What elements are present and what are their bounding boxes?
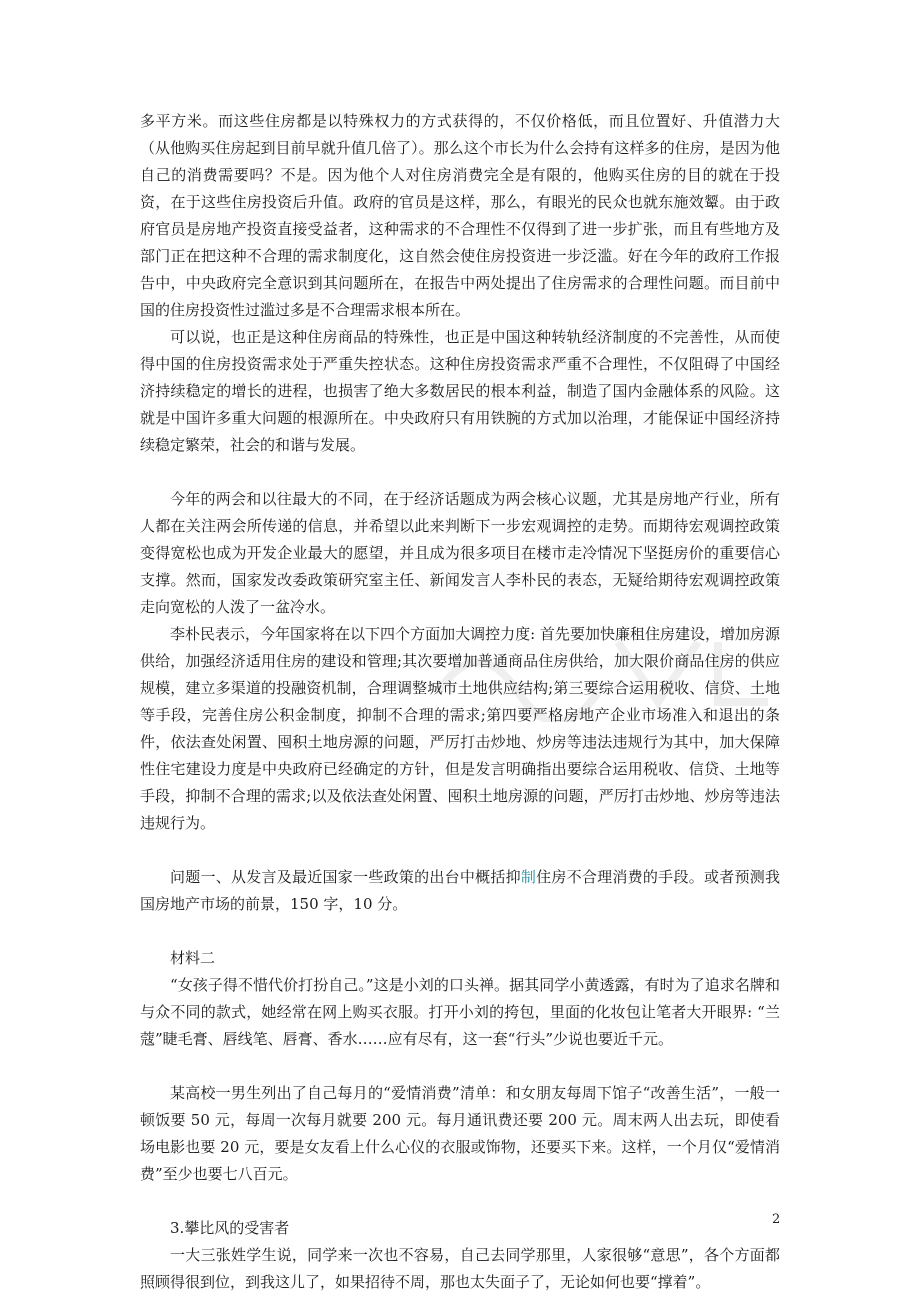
document-body (140, 108, 780, 1296)
paragraph-p3: 今年的两会和以往最大的不同，在于经济话题成为两会核心议题，尤其是房地产行业，所有人都在关注两会所传递的信息，并希望以此来判断下一步宏观调控的走势。而期待宏观调控政策变得宽松也成为开发企业最大的愿望，并且成为很多项目在楼市走冷情况下坚挺房价的重要信心支撑。然而，国家发改委政策研究室主任、新闻发言人李朴民的表态，无疑给期待宏观调控政策走向宽松的人泼了一盆冷水。 (140, 490, 780, 616)
paragraph-spacer (140, 1188, 780, 1215)
paragraph-spacer (140, 1053, 780, 1080)
paragraph-p2: 可以说，也正是这种住房商品的特殊性，也正是中国这种转轨经济制度的不完善性，从而使得中国的住房投资需求处于严重失控状态。这种住房投资需求严重不合理性，不仅阻碍了中国经济持续稳定的增长的进程，也损害了绝大多数居民的根本利益，制造了国内金融体系的风险。这就是中国许多重大问题的根源所在。中央政府只有用铁腕的方式加以治理，才能保证中国经济持续稳定繁荣，社会的和谐与发展。 (140, 328, 780, 454)
paragraph-p10: 一大三张姓学生说，同学来一次也不容易，自己去同学那里，人家很够“意思”，各个方面都照顾得很到位，到我这儿了，如果招待不周，那也太失面子了，无论如何也要“撑着”。 (140, 1246, 780, 1291)
paragraph-text-before: 问题一、从发言及最近国家一些政策的出台中概括抑 (170, 868, 521, 886)
paragraph-p5 (140, 864, 780, 918)
paragraph-spacer (140, 459, 780, 486)
paragraph-p9: 3.攀比风的受害者 (170, 1219, 290, 1237)
page-number: 2 (772, 1212, 781, 1227)
paragraph-p7: “女孩子得不惜代价打扮自己。”这是小刘的口头禅。据其同学小黄透露，有时为了追求名牌和与众不同的款式，她经常在网上购买衣服。打开小刘的挎包，里面的化妆包让笔者大开眼界: “兰蔻”睫毛膏、唇线笔、唇膏、香水……应有尽有，这一套“行头”少说也要近千元。 (140, 976, 780, 1048)
paragraph-text-after: 住房不合理消费的手段。或者预测我国房地产市场的前景，150 字，10 分。 (140, 868, 780, 913)
paragraph-p6: 材料二 (170, 949, 216, 967)
paragraph-p1: 多平方米。而这些住房都是以特殊权力的方式获得的，不仅价格低，而且位置好、升值潜力大（从他购买住房起到目前早就升值几倍了）。那么这个市长为什么会持有这样多的住房，是因为他自己的消费需要吗？不是。因为他个人对住房消费完全是有限的，他购买住房的目的就在于投资，在于这些住房投资后升值。政府的官员是这样，那么，有眼光的民众也就东施效颦。由于政府官员是房地产投资直接受益者，这种需求的不合理性不仅得到了进一步扩张，而且有些地方及部门正在把这种不合理的需求制度化，这自然会使住房投资进一步泛滥。好在今年的政府工作报告中，中央政府完全意识到其问题所在，在报告中两处提出了住房需求的合理性问题。而目前中国的住房投资性过滥过多是不合理需求根本所在。 (140, 112, 780, 319)
paragraph-spacer (140, 837, 780, 864)
paragraph-p4: 李朴民表示，今年国家将在以下四个方面加大调控力度: 首先要加快廉租住房建设，增加房源供给，加强经济适用住房的建设和管理;其次要增加普通商品住房供给，加大限价商品住房的供应规模，建立多渠道的投融资机制，合理调整城市土地供应结构;第三要综合运用税收、信贷、土地等手段，完善住房公积金制度，抑制不合理的需求;第四要严格房地产企业市场准入和退出的条件，依法查处闲置、囤积土地房源的问题，严厉打击炒地、炒房等违法违规行为其中，加大保障性住宅建设力度是中央政府已经确定的方针，但是发言明确指出要综合运用税收、信贷、土地等手段，抑制不合理的需求;以及依法查处闲置、囤积土地房源的问题，严厉打击炒地、炒房等违法违规行为。 (140, 625, 780, 832)
paragraph-p8: 某高校一男生列出了自己每月的“爱情消费”清单：和女朋友每周下馆子“改善生活”，一般一顿饭要 50 元，每周一次每月就要 200 元。每月通讯费还要 200 元。周末两人出去玩，即使看场电影也要 20 元，要是女友看上什么心仪的衣服或饰物，还要买下来。这样，一个月仅“爱情消费”至少也要七八百元。 (140, 1084, 780, 1183)
paragraph-spacer (140, 918, 780, 945)
highlighted-character: 制 (520, 868, 537, 886)
